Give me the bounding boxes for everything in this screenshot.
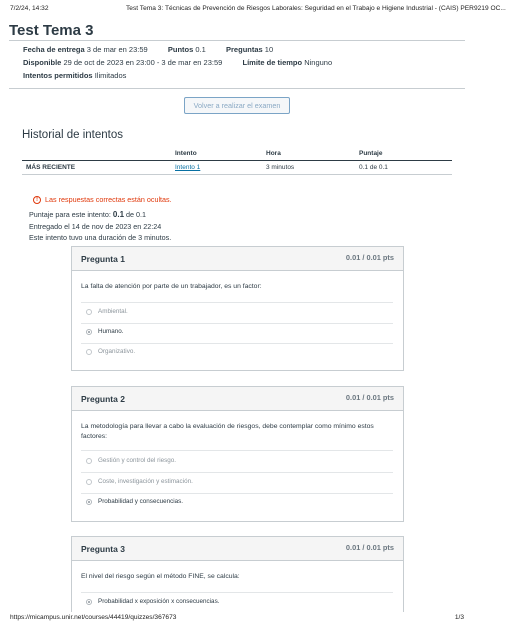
divider	[81, 343, 393, 344]
answer-option[interactable]	[86, 478, 193, 485]
question-title: Pregunta 2	[81, 394, 125, 404]
question-points: 0.01 / 0.01 pts	[345, 253, 394, 262]
answer-option-selected[interactable]	[86, 328, 124, 335]
warning-circle-icon: !	[33, 196, 41, 204]
attempts-value: Ilimitados	[94, 71, 127, 80]
answer-label: Probabilidad x exposición x consecuencias.	[98, 598, 220, 605]
question-header	[72, 247, 403, 271]
radio-icon	[86, 479, 92, 485]
question-text: La falta de atención por parte de un trabajador, es un factor:	[81, 283, 262, 290]
radio-icon	[86, 309, 92, 315]
question-card-2	[71, 386, 404, 522]
question-title: Pregunta 1	[81, 254, 125, 264]
score-label: Puntaje para este intento:	[29, 210, 111, 219]
answer-label: Gestión y control del riesgo.	[98, 457, 177, 464]
print-header	[0, 0, 506, 16]
column-header-score: Puntaje	[359, 150, 383, 157]
answer-label: Ambiental.	[98, 308, 128, 315]
quiz-details-row-2	[23, 58, 332, 67]
answers-hidden-notice	[33, 195, 172, 204]
answer-option-selected[interactable]	[86, 498, 183, 505]
radio-selected-icon	[86, 599, 92, 605]
question-header	[72, 387, 403, 411]
points-value: 0.1	[195, 45, 206, 54]
question-card-1	[71, 246, 404, 371]
answer-label: Organizativo.	[98, 348, 136, 355]
answer-label: Humano.	[98, 328, 124, 335]
submitted-date: Entregado el 14 de nov de 2023 en 22:24	[29, 222, 162, 231]
questions-value: 10	[264, 45, 274, 54]
divider	[81, 323, 393, 324]
answer-option[interactable]	[86, 348, 135, 355]
questions-label: Preguntas	[226, 45, 263, 54]
table-header	[22, 147, 452, 161]
time-limit-value: Ninguno	[304, 58, 333, 67]
time-limit-label: Límite de tiempo	[242, 58, 303, 67]
divider	[81, 450, 393, 451]
answer-option[interactable]	[86, 308, 128, 315]
question-text: El nivel del riesgo según el método FINE, se calcula:	[81, 573, 240, 580]
retake-quiz-button[interactable]: Volver a realizar el examen	[184, 97, 290, 114]
radio-icon	[86, 349, 92, 355]
points-label: Puntos	[167, 45, 194, 54]
divider	[9, 40, 465, 41]
due-value: 3 de mar en 23:59	[86, 45, 148, 54]
divider	[81, 302, 393, 303]
radio-selected-icon	[86, 329, 92, 335]
radio-icon	[86, 458, 92, 464]
history-title: Historial de intentos	[22, 129, 123, 141]
print-datetime: 7/2/24, 14:32	[10, 5, 49, 12]
answer-option[interactable]	[86, 457, 176, 464]
column-header-attempt: Intento	[175, 150, 197, 157]
score-value: 0.1	[112, 210, 125, 219]
divider	[81, 493, 393, 494]
due-label: Fecha de entrega	[23, 45, 85, 54]
notice-text: Las respuestas correctas están ocultas.	[45, 195, 172, 204]
answer-option-selected[interactable]	[86, 598, 219, 605]
attempt-score: 0.1 de 0.1	[359, 164, 388, 171]
attempt-duration: Este intento tuvo una duración de 3 minutos.	[29, 233, 172, 242]
page-number: 1/3	[454, 614, 464, 621]
question-title: Pregunta 3	[81, 544, 125, 554]
available-value: 29 de oct de 2023 en 23:00 - 3 de mar en 23:59	[63, 58, 223, 67]
question-points: 0.01 / 0.01 pts	[345, 393, 394, 402]
attempt-time: 3 minutos	[266, 164, 295, 171]
score-suffix: de 0.1	[126, 210, 147, 219]
radio-selected-icon	[86, 499, 92, 505]
page-title: Test Tema 3	[9, 22, 94, 39]
page-url: https://micampus.unir.net/courses/44419/quizzes/367673	[10, 614, 177, 621]
row-label: MÁS RECIENTE	[26, 164, 76, 171]
question-text: La metodología para llevar a cabo la evaluación de riesgos, debe contemplar como mínimo estos factores:	[81, 423, 374, 440]
answer-label: Probabilidad y consecuencias.	[98, 498, 184, 505]
table-row	[22, 161, 452, 175]
question-card-3	[71, 536, 404, 612]
print-footer	[0, 612, 474, 632]
divider	[81, 592, 393, 593]
attempt-link[interactable]: Intento 1	[175, 164, 201, 171]
answer-label: Coste, investigación y estimación.	[98, 478, 193, 485]
question-header	[72, 537, 403, 561]
print-doc-title: Test Tema 3: Técnicas de Prevención de Riesgos Laborales: Seguridad en el Trabajo e Higiene Industrial - (CAIS) PER9219 OC...	[126, 5, 506, 12]
column-header-time: Hora	[266, 150, 281, 157]
quiz-details-row-1	[23, 45, 273, 54]
quiz-details-row-3	[23, 71, 126, 80]
divider	[9, 88, 465, 89]
divider	[81, 472, 393, 473]
attempts-label: Intentos permitidos	[23, 71, 93, 80]
question-points: 0.01 / 0.01 pts	[345, 543, 394, 552]
available-label: Disponible	[23, 58, 62, 67]
score-summary	[29, 210, 146, 219]
